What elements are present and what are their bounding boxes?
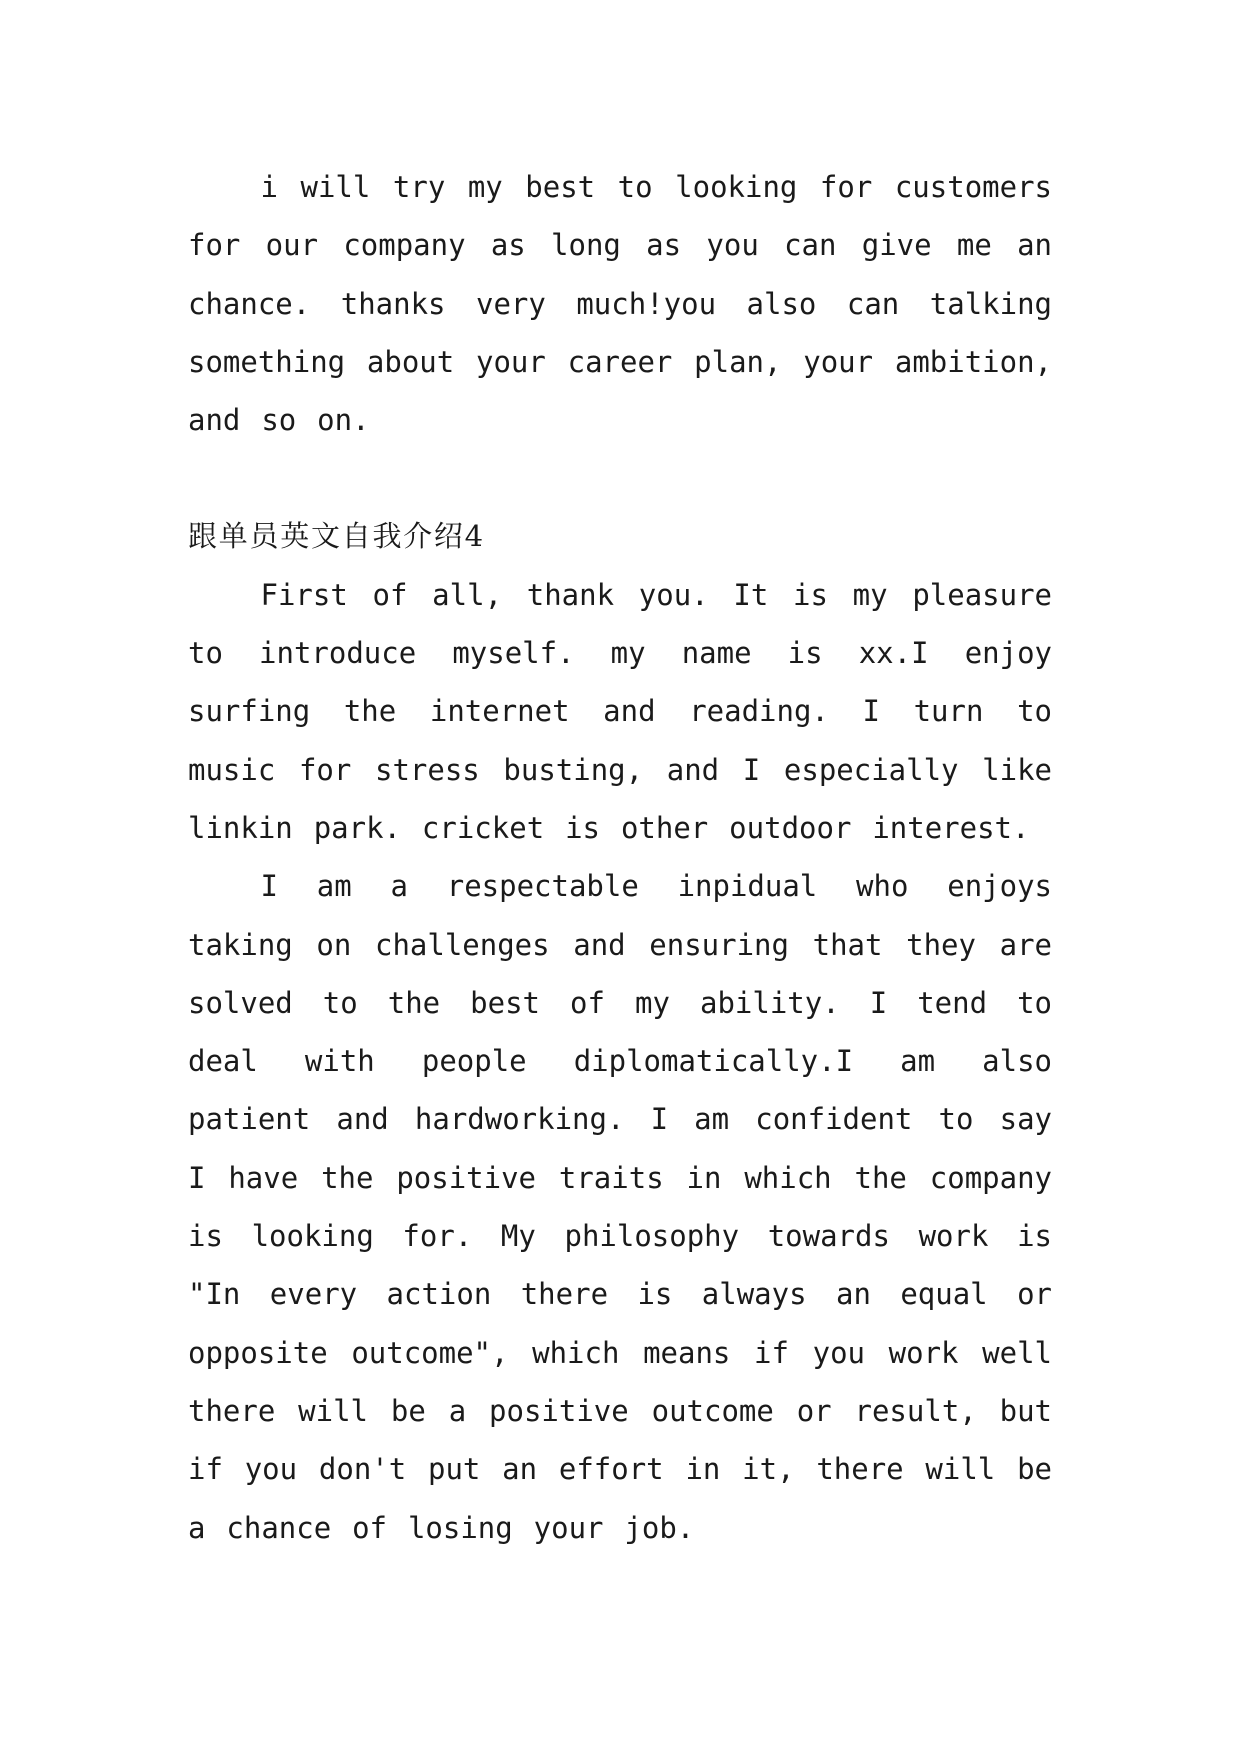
paragraph-personality: I am a respectable inpidual who enjoys taking on challenges and ensuring that they are solved to the best of my ability. I tend to deal with people diplomatically.I am also patient and hardworking. I am confident to say I have the positive traits in which the company is looking for. My philosophy towards work is "In every action there is always an equal or opposite outcome", which means if you work well there will be a positive outcome or result, but if you don't put an effort in it, there will be a chance of losing your job. (188, 869, 1052, 1545)
section-heading: 跟单员英文自我介绍4 (188, 519, 485, 554)
paragraph-introduction: First of all, thank you. It is my pleasure to introduce myself. my name is xx.I enjoy surfing the internet and reading. I turn to music for stress busting, and I especially like linkin park. cricket is other outdoor interest. (188, 577, 1052, 845)
document-body (188, 158, 1052, 1557)
paragraph-closing: i will try my best to looking for customers for our company as long as you can give me an chance. thanks very much!you also can talking something about your career plan, your ambition, and so on. (188, 170, 1052, 438)
paragraph-spacer (188, 449, 1052, 507)
